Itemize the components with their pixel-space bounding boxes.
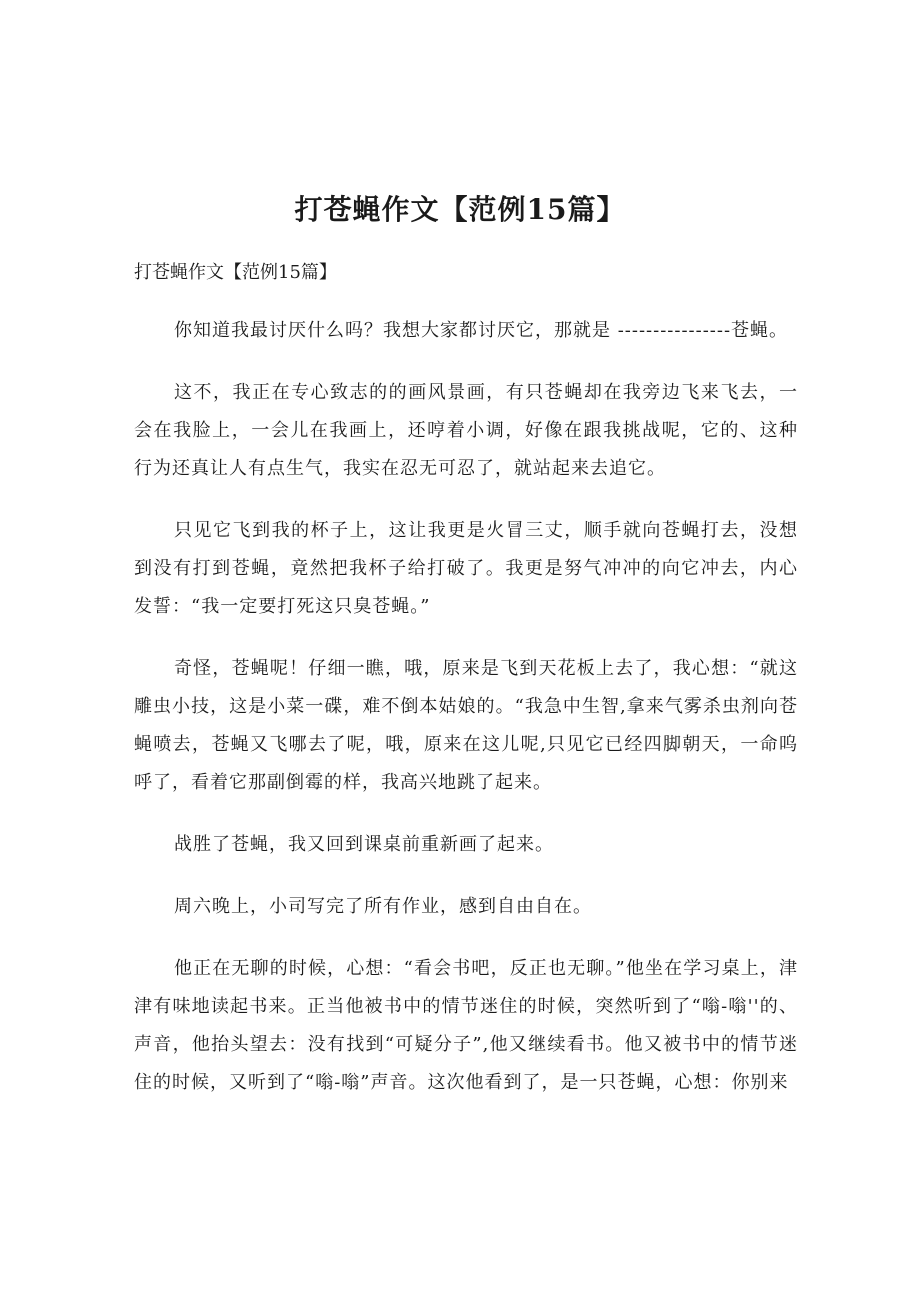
paragraph: 这不，我正在专心致志的的画风景画，有只苍蝇却在我旁边飞来飞去，一会在我脸上，一会儿在我画上，还哼着小调，好像在跟我挑战呢，它的、这种行为还真让人有点生气，我实在忍无可忍了，就站起来去追它。 [134,382,798,479]
paragraph: 周六晚上，小司写完了所有作业，感到自由自在。 [174,896,592,917]
paragraph: 你知道我最讨厌什么吗？我想大家都讨厌它，那就是 ----------------苍蝇。 [174,320,789,341]
paragraph: 他正在无聊的时候，心想：“看会书吧，反正也无聊。”他坐在学习桌上，津津有味地读起书来。正当他被书中的情节迷住的时候，突然听到了“嗡-嗡''的、声音，他抬头望去：没有找到“可疑分子”,他又继续看书。他又被书中的情节迷住的时候，又听到了“嗡-嗡”声音。这次他看到了，是一只苍蝇，心想：你别来 [134,958,798,1093]
body-text [134,312,798,1126]
page-subtitle: 打苍蝇作文【范例15篇】 [134,262,337,283]
paragraph: 战胜了苍蝇，我又回到课桌前重新画了起来。 [174,834,554,855]
paragraph: 奇怪，苍蝇呢！仔细一瞧，哦，原来是飞到天花板上去了，我心想：“就这雕虫小技，这是小菜一碟，难不倒本姑娘的。“我急中生智,拿来气雾杀虫剂向苍蝇喷去，苍蝇又飞哪去了呢，哦，原来在这儿呢,只见它已经四脚朝天，一命呜呼了，看着它那副倒霉的样，我高兴地跳了起来。 [134,658,798,793]
paragraph: 只见它飞到我的杯子上，这让我更是火冒三丈，顺手就向苍蝇打去，没想到没有打到苍蝇，竟然把我杯子给打破了。我更是努气冲冲的向它冲去，内心发誓：“我一定要打死这只臭苍蝇。” [134,520,798,617]
page-title: 打苍蝇作文【范例15篇】 [294,193,626,226]
